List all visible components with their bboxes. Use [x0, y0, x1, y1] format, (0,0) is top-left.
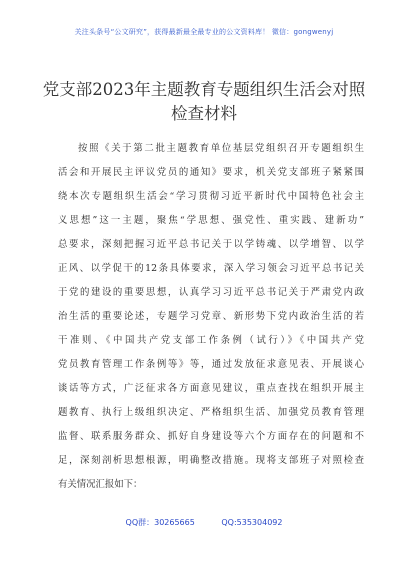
- body-line: 活会和开展民主评议党员的通知》要求，机关党支部班子紧紧围: [58, 167, 364, 178]
- body-line: 正风、以学促干的12条具体要求，深入学习领会习近平总书记关: [58, 263, 364, 274]
- body-line: 义思想”这一主题，聚焦“学思想、强党性、重实践、建新功”: [58, 215, 364, 226]
- qq-number: QQ:535304092: [221, 518, 283, 527]
- qq-group-number: QQ群：30265665: [125, 518, 195, 527]
- body-line: 有关情况汇报如下：: [58, 479, 143, 490]
- footer-contact: [0, 517, 408, 528]
- body-line: 按照《关于第二批主题教育单位基层党组织召开专题组织生: [78, 143, 364, 154]
- body-line: 监督、联系服务群众、抓好自身建设等六个方面存在的问题和不: [58, 431, 364, 442]
- body-line: 绕本次专题组织生活会“学习贯彻习近平新时代中国特色社会主: [58, 191, 364, 202]
- body-line: 题教育、执行上级组织决定、严格组织生活、加强党员教育管理: [58, 407, 364, 418]
- body-line: 党员教育管理工作条例等》等，通过发放征求意见表、开展谈心: [58, 359, 364, 370]
- body-line: 足，深刻剖析思想根源，明确整改措施。现将支部班子对照检查: [58, 455, 364, 466]
- body-line: 干准则、《中国共产党支部工作条例（试行）》《中国共产党: [58, 335, 364, 346]
- body-line: 谈话等方式，广泛征求各方面意见建议，重点查找在组织开展主: [58, 383, 364, 394]
- body-line: 于党的建设的重要思想，认真学习习近平总书记关于严肃党内政: [58, 287, 364, 298]
- document-body: [58, 137, 364, 497]
- document-title: 党支部2023年主题教育专题组织生活会对照检查材料: [42, 80, 366, 123]
- body-line: 总要求，深刻把握习近平总书记关于以学铸魂、以学增智、以学: [58, 239, 364, 250]
- body-line: 治生活的重要论述，专题学习党章、新形势下党内政治生活的若: [58, 311, 364, 322]
- header-promo-note: 关注头条号“公文研究”，获得最新最全最专业的公文资料库！ 微信：gongwenyj: [74, 28, 334, 36]
